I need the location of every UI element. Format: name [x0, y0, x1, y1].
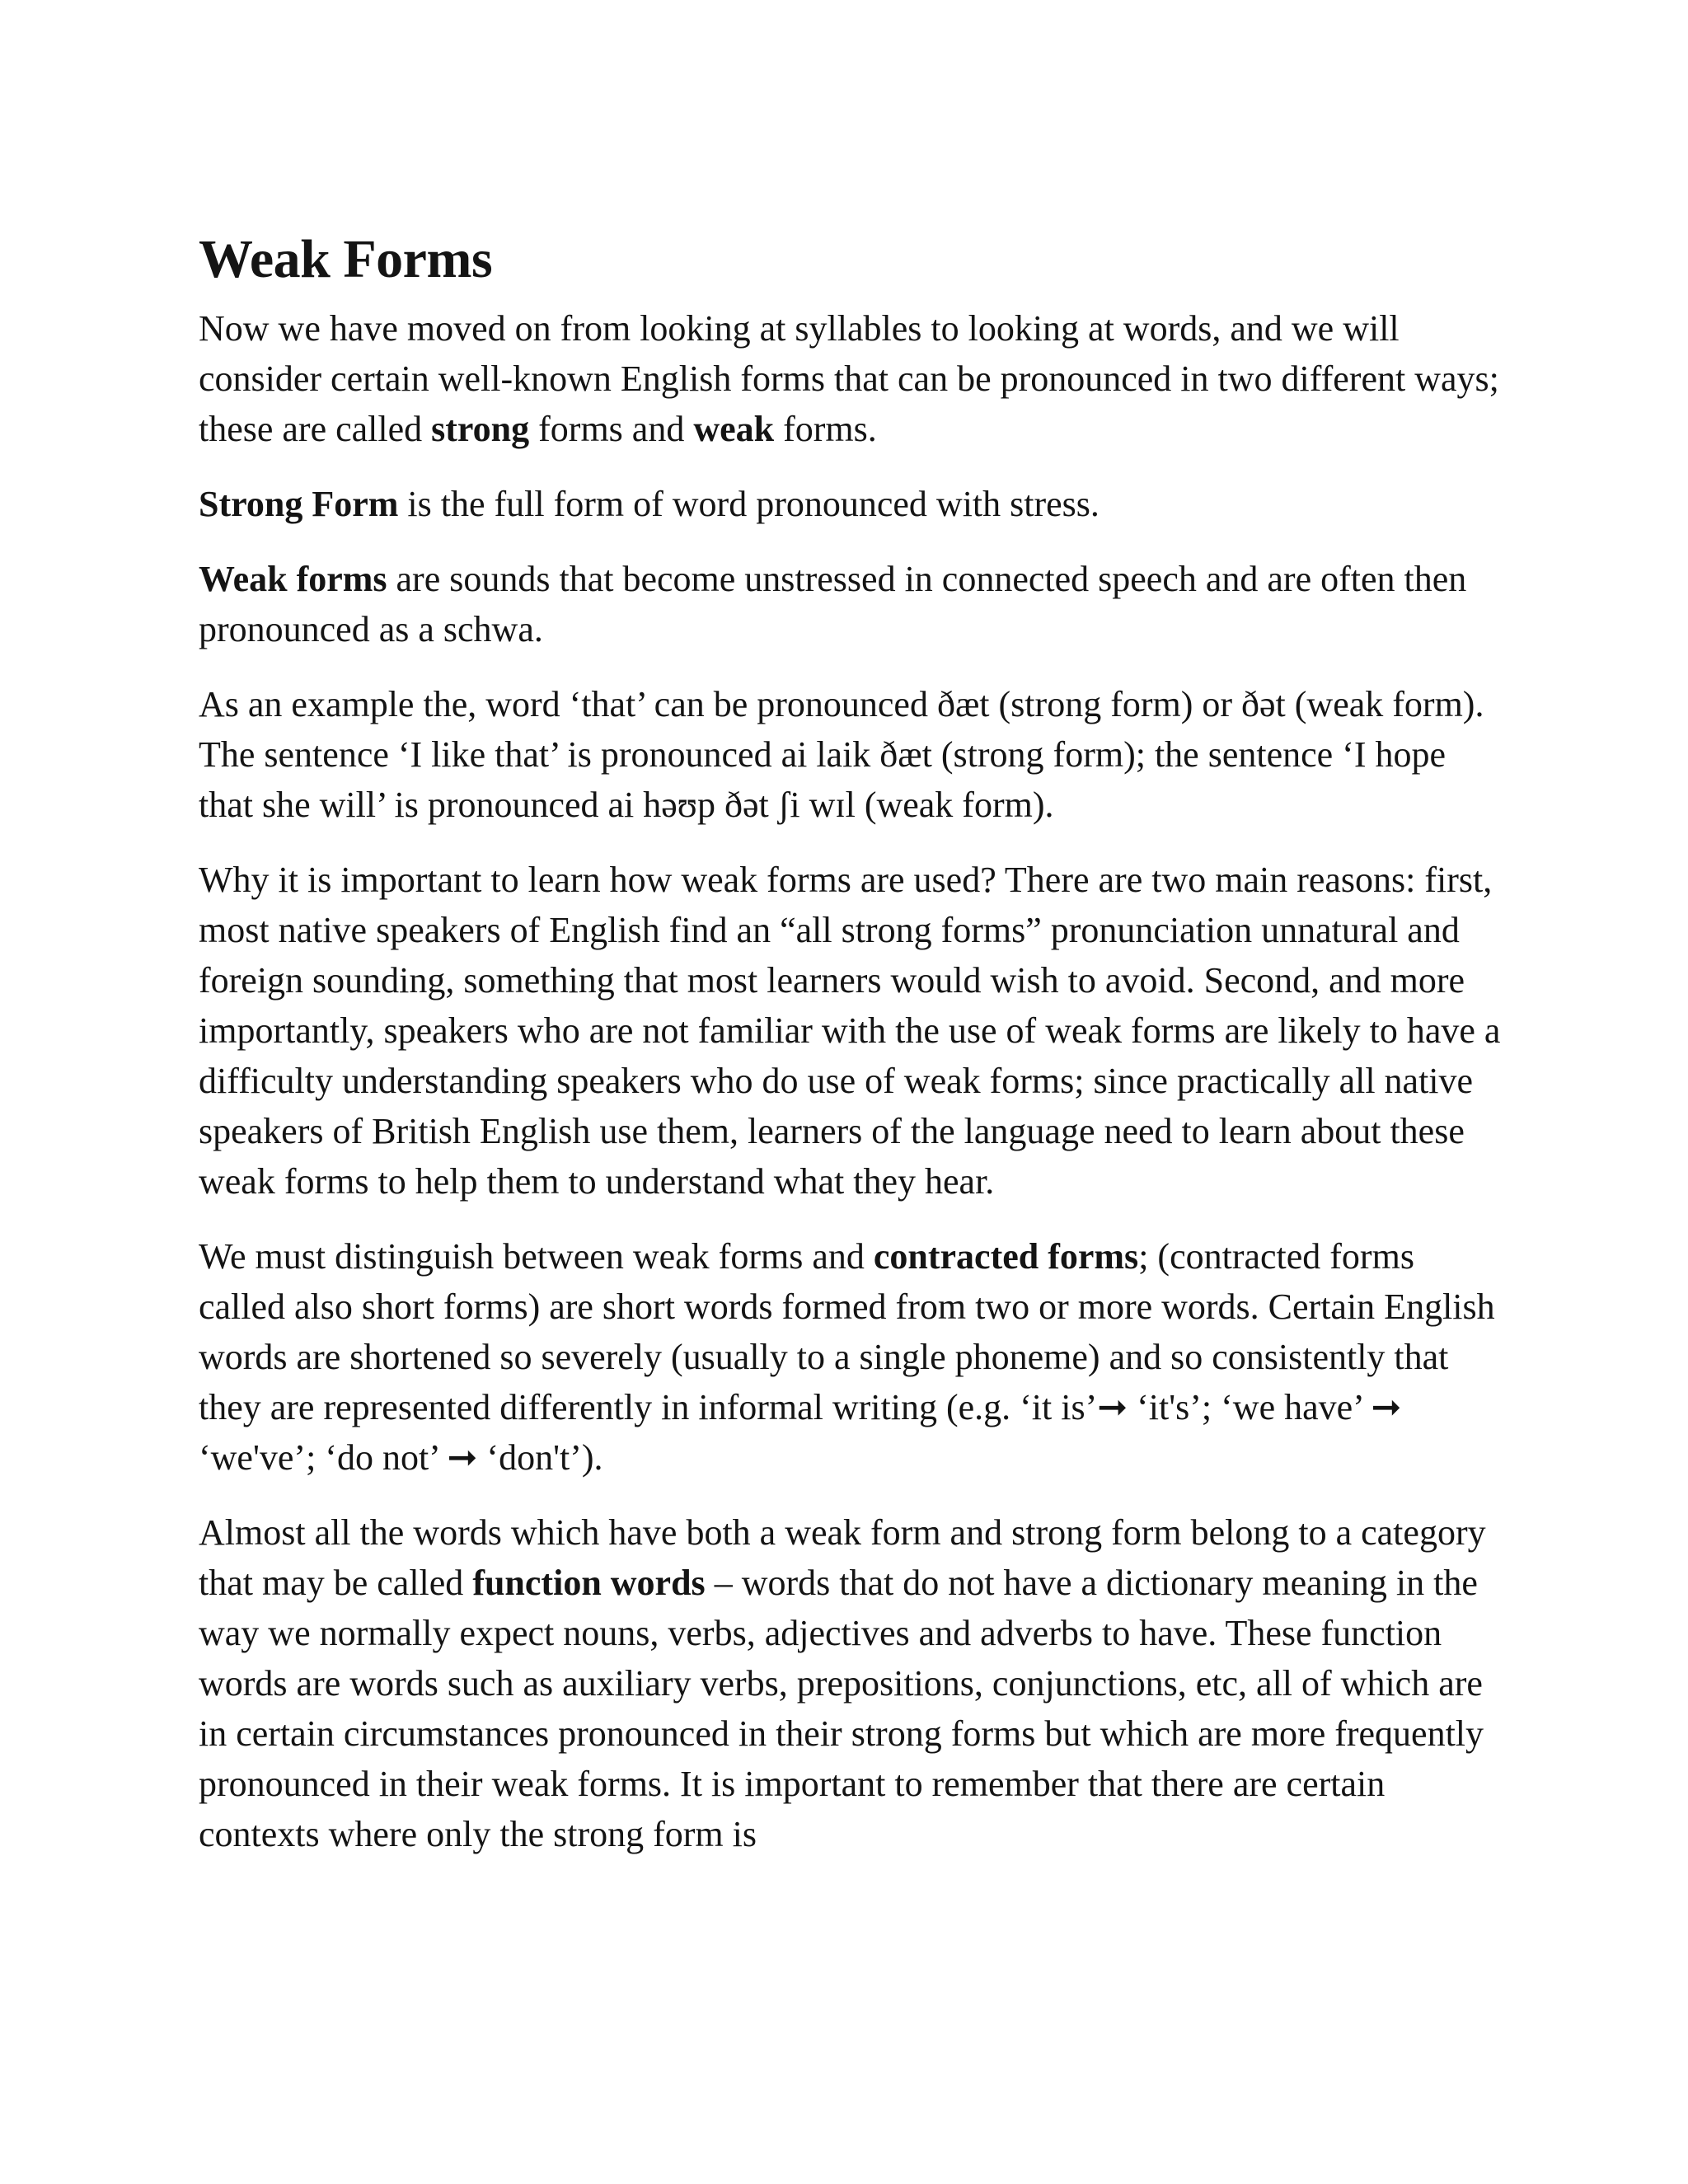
paragraph-weak-forms-definition — [199, 554, 1501, 654]
paragraph-importance: Why it is important to learn how weak forms are used? There are two main reasons: first, most native speakers of English find an “all strong forms” pronunciation unnatural and foreign sounding, something that most learners would wish to avoid. Second, and more importantly, speakers who are not familiar with the use of weak forms are likely to have a difficulty understanding speakers who do use of weak forms; since practically all native speakers of British English use them, learners of the language need to learn about these weak forms to help them to understand what they hear. — [199, 860, 1501, 1202]
weak-forms-definition-text: are sounds that become unstressed in connected speech and are often then pronounced as a schwa. — [199, 559, 1467, 650]
paragraph-example: As an example the, word ‘that’ can be pronounced ðæt (strong form) or ðət (weak form). The sentence ‘I like that’ is pronounced ai laik ðæt (strong form); the sentence ‘I hope that she will’ is pronounced ai həʊp ðət ʃi wɪl (weak form). — [199, 684, 1484, 826]
term-contracted-forms: contracted forms — [873, 1236, 1139, 1277]
intro-text-a: Now we have moved on from looking at syllables to looking at words, and we will consider certain well-known English forms that can be pronounced in two different ways; these are called — [199, 308, 1499, 450]
paragraph-strong-form-definition — [199, 479, 1501, 529]
intro-text-e: forms. — [774, 409, 877, 450]
document-page — [199, 227, 1501, 1884]
strong-form-definition-text: is the full form of word pronounced with stress. — [398, 484, 1100, 525]
paragraph-contracted-forms — [199, 1231, 1501, 1483]
page-title: Weak Forms — [199, 229, 493, 289]
contracted-text-c: ; (contracted forms called also short forms) are short words formed from two or more words. Certain English words are shortened so severely (usually to a single phoneme) and so consistently that they are represented differently in informal writing (e.g. ‘it is’➞ ‘it's’; ‘we have’ ➞ ‘we've’; ‘do not’ ➞ ‘don't’). — [199, 1236, 1495, 1479]
paragraph-intro — [199, 303, 1501, 454]
intro-text-c: forms and — [529, 409, 694, 450]
term-weak: weak — [693, 409, 775, 450]
function-words-text-c: – words that do not have a dictionary meaning in the way we normally expect nouns, verbs, adjectives and adverbs to have. These function words are words such as auxiliary verbs, prepositions, conjunctions, etc, all of which are in certain circumstances pronounced in their strong forms but which are more frequently pronounced in their weak forms. It is important to remember that there are certain contexts where only the strong form is — [199, 1563, 1484, 1855]
contracted-text-a: We must distinguish between weak forms and — [199, 1236, 874, 1277]
function-words-text-a: Almost all the words which have both a weak form and strong form belong to a category that may be called — [199, 1512, 1486, 1604]
term-function-words: function words — [472, 1563, 706, 1604]
term-strong: strong — [431, 409, 530, 450]
paragraph-function-words — [199, 1507, 1501, 1859]
term-weak-forms: Weak forms — [199, 559, 387, 600]
term-strong-form: Strong Form — [199, 484, 399, 525]
